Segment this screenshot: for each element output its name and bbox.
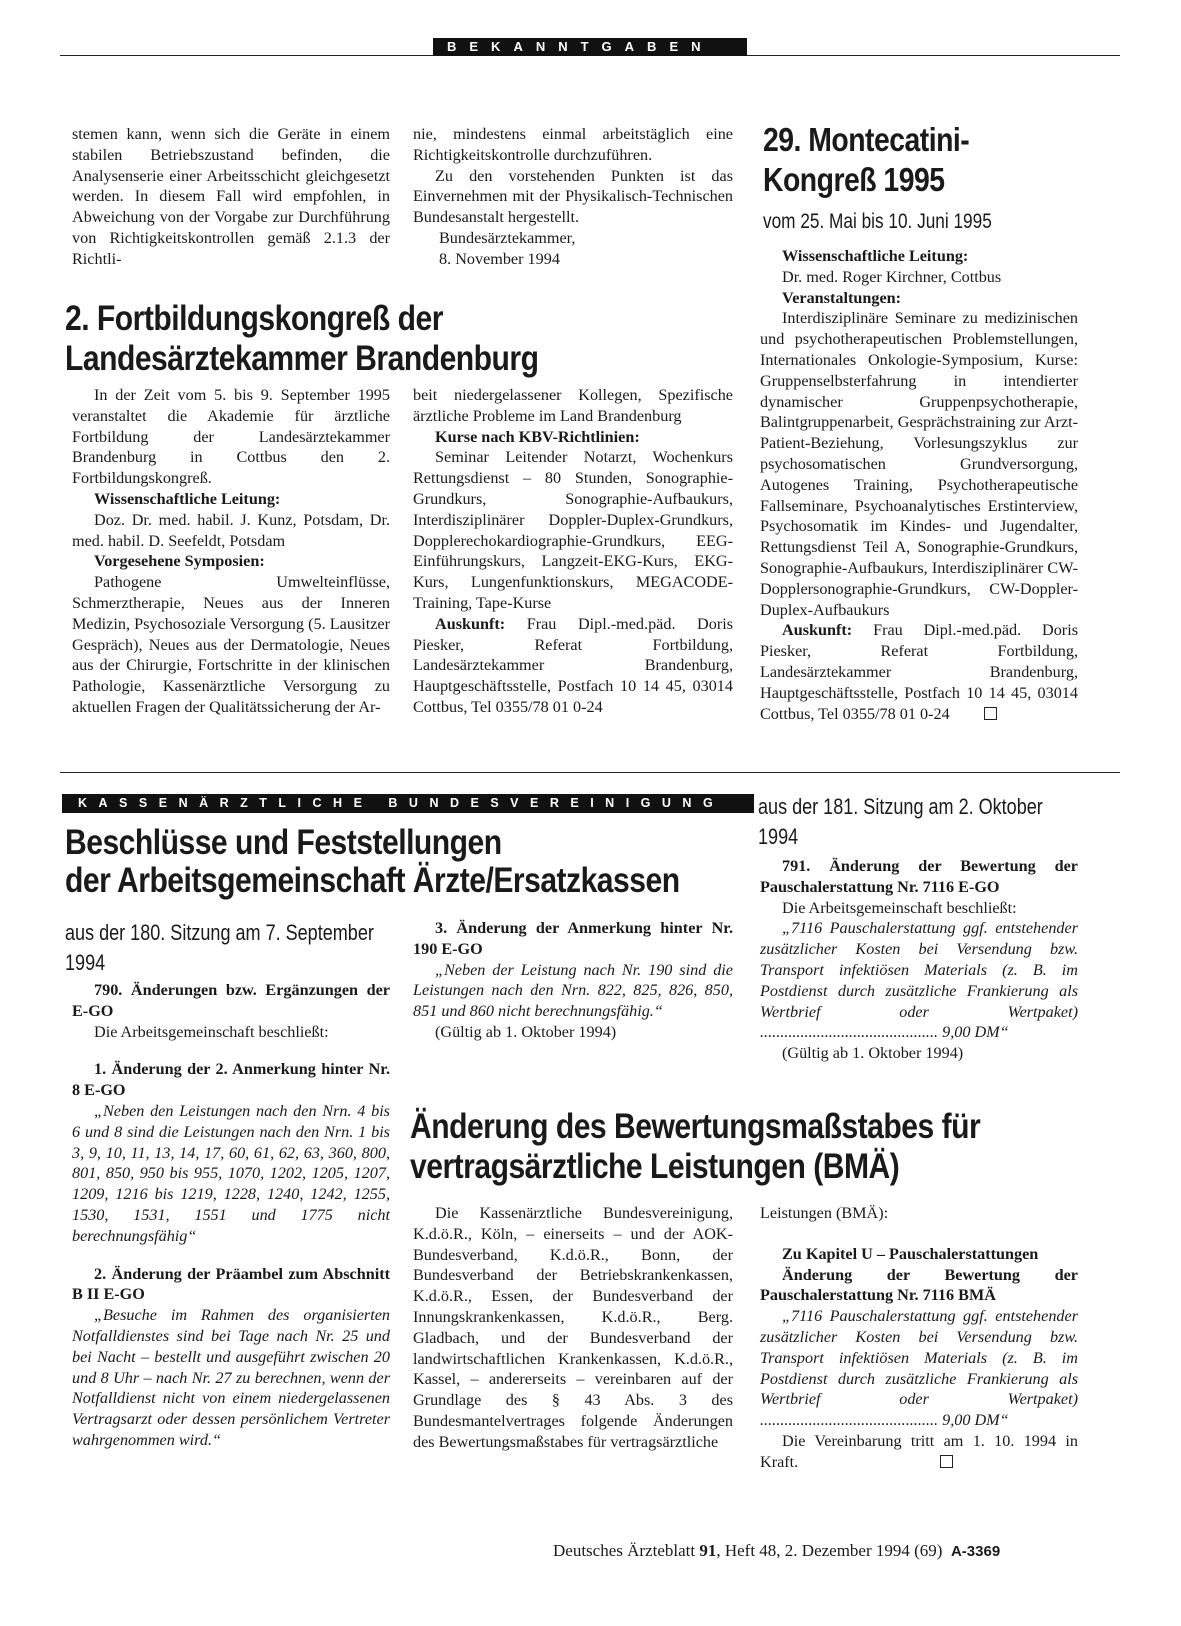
auskunft: Frau Dipl.-med.päd. Doris Piesker, Referat Fortbildung, Landesärztekammer Brandenburg, Hauptgeschäftsstelle, Postfach 10 14 45, 03014 Cottbus, Tel 0355/78 01 0-24: [413, 614, 734, 716]
kbv-band: [62, 794, 754, 813]
intro: In der Zeit vom 5. bis 9. September 1995 veranstaltet die Akademie für ärztliche Fortbildung der Landesärztekammer Brandenburg in Cottbus den 2. Fortbildungskongreß.: [72, 386, 390, 488]
session-181: aus der 181. Sitzung am 2. Oktober 1994: [758, 794, 1043, 849]
kurse: Seminar Leitender Notarzt, Wochenkurs Rettungsdienst – 80 Stunden, Sonographie-Grundkurs, Sonographie-Aufbaukurs, Interdisziplinärer Doppler-Duplex-Grundkurs, Dopplerechokardiographie-Grundkurs, EEG-Einführungskurs, Langzeit-EKG-Kurs, EKG-Kurs, Lungenfunktionskurs, MEGACODE-Training, Tape-Kurse: [413, 448, 733, 612]
signature-org: Bundesärztekammer,: [439, 228, 576, 247]
quote-1: „Neben den Leistungen nach den Nrn. 4 bis 6 und 8 sind die Leistungen nach den Nrn. 1 bis 3, 9, 10, 11, 13, 14, 17, 60, 61, 62, 63, 360, 800, 801, 850, 950 bis 955, 1070, 1202, 1205, 1207, 1209, 1216 bis 1219, 1228, 1240, 1242, 1255, 1530, 1531, 1551 und 1775 nicht berechnungsfähig“: [72, 1101, 390, 1245]
footer: [553, 1540, 1000, 1563]
top-article-col2: [413, 124, 733, 270]
fortbildung-col1: [72, 385, 390, 718]
heading-aenderung-1: 1. Änderung der 2. Anmerkung hinter Nr. 8 E-GO: [72, 1060, 390, 1100]
session-180: aus der 180. Sitzung am 7. September 1994: [65, 920, 374, 975]
leitung: Dr. med. Roger Kirchner, Cottbus: [782, 267, 1002, 286]
bma-title-2: vertragsärztliche Leistungen (BMÄ): [410, 1147, 900, 1186]
heading-aenderung-2: 2. Änderung der Präambel zum Abschnitt B II E-GO: [72, 1264, 390, 1304]
paragraph: stemen kann, wenn sich die Geräte in einem stabilen Betriebszustand befinden, die Analysenserie einer Arbeitsschicht gleichgesetzt werden. In diesem Fall wird empfohlen, in Abweichung von der Vorgabe zur Durchführung von Richtigkeitskontrollen gemäß 2.1.3 der Richtli-: [72, 125, 390, 268]
leitung: Doz. Dr. med. habil. J. Kunz, Potsdam, Dr. med. habil. D. Seefeldt, Potsdam: [72, 510, 390, 550]
session-181-heading: [758, 792, 1078, 852]
leitung-label: Wissenschaftliche Leitung:: [94, 489, 281, 508]
bma-title-1: Änderung des Bewertungsmaßstabes für: [410, 1107, 981, 1146]
gueltig-791: (Gültig ab 1. Oktober 1994): [782, 1044, 964, 1063]
footer-journal: Deutsches Ärzteblatt: [553, 1541, 700, 1560]
top-article-col1: [72, 124, 390, 270]
session-180-heading: [65, 918, 385, 978]
kbv-title-2: der Arbeitsgemeinschaft Ärzte/Ersatzkassen: [65, 861, 680, 900]
paragraph: Leistungen (BMÄ):: [760, 1204, 889, 1222]
signature-date: 8. November 1994: [439, 249, 560, 268]
heading-kapitel-u: Zu Kapitel U – Pauschalerstattungen: [782, 1244, 1039, 1263]
symposien-label: Vorgesehene Symposien:: [94, 552, 265, 571]
symposien: Pathogene Umwelteinflüsse, Schmerztherapie, Neues aus der Inneren Medizin, Psychosoziale Versorgung (5. Lausitzer Gespräch), Neues aus der Dermatologie, Neues aus der Chirurgie, Fortschritte in der klinischen Pathologie, Kassenärztliche Versorgung zu aktuellen Fragen der Qualitätssicherung der Ar-: [72, 573, 390, 716]
paragraph: Die Arbeitsgemeinschaft beschließt:: [94, 1022, 329, 1041]
section-divider: [60, 772, 1120, 773]
fortbildung-title-2: Landesärztekammer Brandenburg: [65, 339, 539, 378]
fortbildung-col2: [413, 385, 733, 718]
montecatini-title-1: 29. Montecatini-: [763, 121, 970, 158]
fortbildung-title-1: 2. Fortbildungskongreß der: [65, 299, 443, 338]
footer-page: A-3369: [950, 1543, 1001, 1560]
heading-aenderung-3: 3. Änderung der Anmerkung hinter Nr. 190 E-GO: [413, 919, 733, 958]
kbv-band-label: KASSENÄRZTLICHE BUNDESVEREINIGUNG: [78, 796, 725, 810]
heading-791: 791. Änderung der Bewertung der Pauschalerstattung Nr. 7116 E-GO: [760, 857, 1078, 896]
paragraph: Zu den vorstehenden Punkten ist das Einvernehmen mit der Physikalisch-Technischen Bundesanstalt hergestellt.: [413, 166, 733, 227]
quote-3: „Neben der Leistung nach Nr. 190 sind die Leistungen nach den Nrn. 822, 825, 826, 850, 851 und 860 nicht berechnungsfähig.“: [413, 960, 733, 1021]
section-label: BEKANNTGABEN: [447, 39, 714, 54]
auskunft: Frau Dipl.-med.päd. Doris Piesker, Referat Fortbildung, Landesärztekammer Brandenburg, Hauptgeschäftsstelle, Postfach 10 14 45, 03014 Cottbus, Tel 0355/78 01 0-24: [760, 621, 1078, 723]
footer-volume: 91: [699, 1541, 717, 1560]
kbv-col3: [760, 856, 1078, 1064]
end-mark-icon: [940, 1455, 953, 1468]
heading-790: 790. Änderungen bzw. Ergänzungen der E-GO: [72, 981, 390, 1020]
bma-col1: [413, 1203, 733, 1453]
quote-791: „7116 Pauschalerstattung ggf. entstehender zusätzlicher Kosten bei Versendung bzw. Transport infektiösen Materials (z. B. im Postdienst durch zusätzliche Frankierung als Wertbrief oder Wertpaket) ............................................ 9,00 DM“: [760, 919, 1078, 1042]
montecatini-subtitle: vom 25. Mai bis 10. Juni 1995: [763, 210, 992, 233]
kbv-col2: [413, 918, 733, 1043]
paragraph: nie, mindestens einmal arbeitstäglich eine Richtigkeitskontrolle durchzuführen.: [413, 125, 733, 164]
kbv-col1: [72, 980, 390, 1451]
leitung-label: Wissenschaftliche Leitung:: [782, 247, 969, 265]
quote-7116: „7116 Pauschalerstattung ggf. entstehender zusätzlicher Kosten bei Versendung bzw. Transport infektiösen Materials (z. B. im Postdienst durch zusätzliche Frankierung als Wertbrief oder Wertpaket) ............................................ 9,00 DM“: [760, 1307, 1078, 1430]
veranstaltungen-label: Veranstaltungen:: [782, 288, 902, 307]
bma-col2: [760, 1203, 1078, 1473]
montecatini-title-2: Kongreß 1995: [763, 161, 945, 198]
paragraph: Die Arbeitsgemeinschaft beschließt:: [782, 898, 1017, 917]
auskunft-label: Auskunft:: [435, 614, 506, 633]
quote-2: „Besuche im Rahmen des organisierten Notfalldienstes sind bei Tage nach Nr. 25 und bei Nacht – bestellt und ausgeführt zwischen 20 und 8 Uhr – nach Nr. 27 zu berechnen, wenn der Notfalldienst nicht von einem niedergelassenen Vertragsarzt oder dessen persönlichem Vertreter wahrgenommen wird.“: [72, 1306, 390, 1449]
paragraph: beit niedergelassener Kollegen, Spezifische ärztliche Probleme im Land Brandenburg: [413, 386, 733, 425]
heading-aenderung: Änderung der Bewertung der Pauschalerstattung Nr. 7116 BMÄ: [760, 1265, 1078, 1305]
kbv-title-1: Beschlüsse und Feststellungen: [65, 823, 502, 862]
auskunft-label: Auskunft:: [782, 621, 853, 640]
footer-issue: , Heft 48, 2. Dezember 1994 (69): [716, 1541, 951, 1560]
kurse-label: Kurse nach KBV-Richtlinien:: [435, 427, 640, 446]
gueltig-3: (Gültig ab 1. Oktober 1994): [435, 1022, 617, 1041]
bma-body: Die Kassenärztliche Bundesvereinigung, K.d.ö.R., Köln, – einerseits – und der AOK-Bundesverband, K.d.ö.R., Bonn, der Bundesverband der Betriebskrankenkassen, K.d.ö.R., Essen, der Bundesverband der Innungskrankenkassen, K.d.ö.R., Berg. Gladbach, und der Bundesverband der landwirtschaftlichen Krankenkassen, K.d.ö.R., Kassel, – andererseits – vereinbaren auf der Grundlage des § 43 Abs. 3 des Bundesmantelvertrages folgende Änderungen des Bewertungsmaßstabes für vertragsärztliche: [413, 1204, 733, 1451]
section-band: [433, 38, 747, 56]
inkraft: Die Vereinbarung tritt am 1. 10. 1994 in Kraft.: [760, 1431, 1078, 1471]
end-mark-icon: [984, 707, 997, 720]
montecatini-body: [760, 246, 1078, 724]
veranstaltungen: Interdisziplinäre Seminare zu medizinischen und psychotherapeutischen Problemstellungen, Internationales Onkologie-Symposium, Kurse: Gruppenselbsterfahrung in intendierter dynamischer Gruppenpsychotherapie, Balintgruppenarbeit, Gesprächstraining zur Arzt-Patient-Beziehung, Vorlesungszyklus zur psychosomatischen Grundversorgung, Autogenes Training, Psychotherapeutische Fallseminare, Psychoanalytisches Erstinterview, Psychosomatik im Kindes- und Jugendalter, Rettungsdienst Teil A, Sonographie-Grundkurs, Sonographie-Aufbaukurs, Interdisziplinärer CW-Dopplersonographie-Grundkurs, CW-Doppler-Duplex-Aufbaukurs: [760, 309, 1078, 619]
